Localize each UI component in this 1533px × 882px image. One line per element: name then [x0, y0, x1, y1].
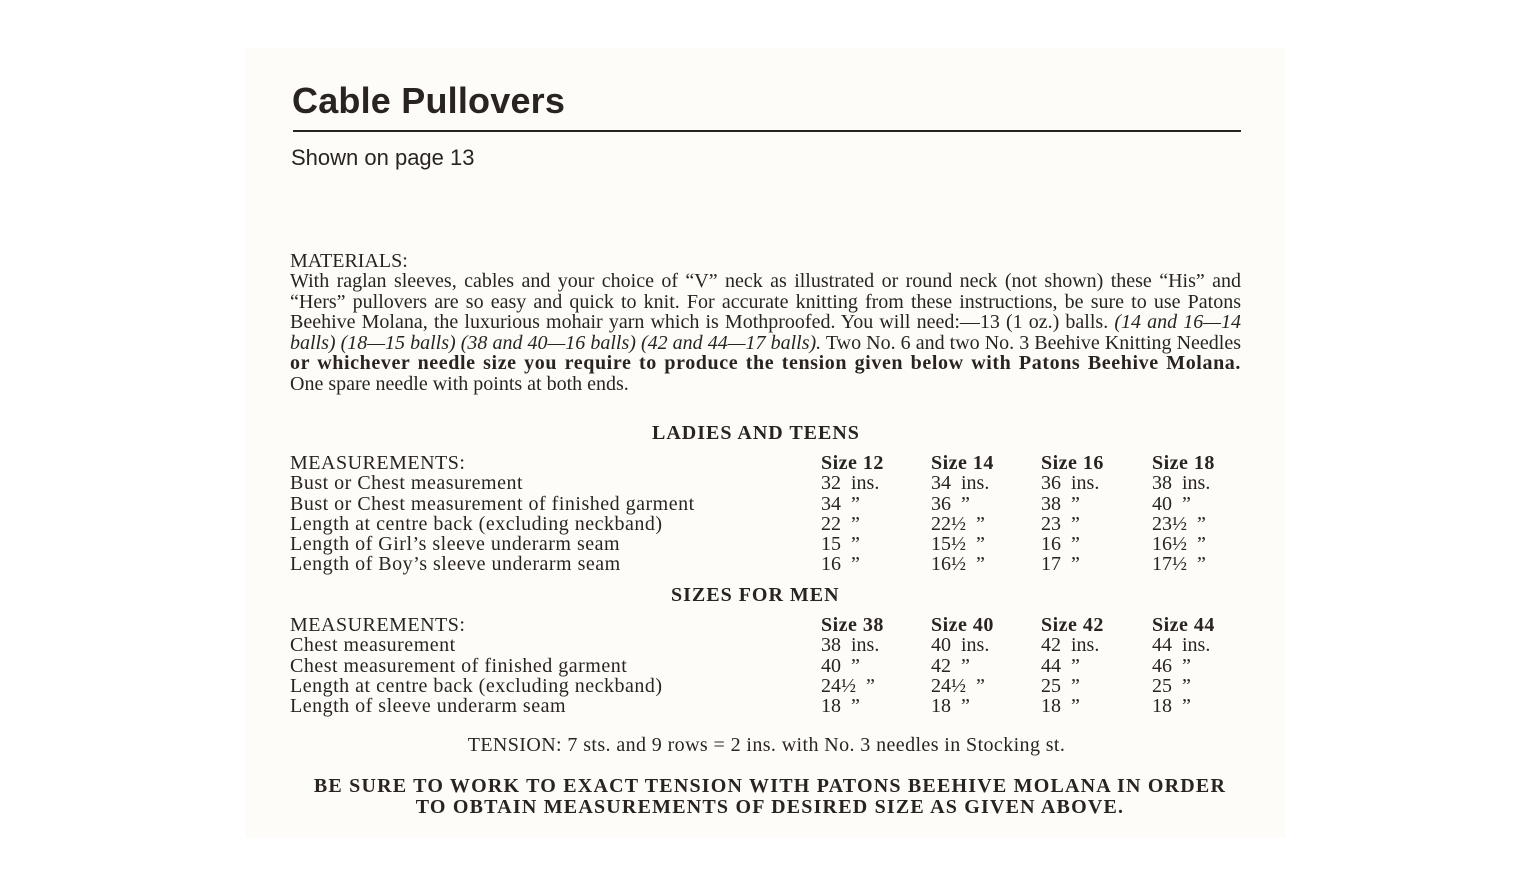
- row-value: 40 ”: [1152, 492, 1191, 515]
- row-value: 44 ”: [1041, 654, 1080, 677]
- row-value: 17 ”: [1041, 553, 1080, 576]
- row-value: 18 ”: [821, 695, 860, 718]
- tension-note: TENSION: 7 sts. and 9 rows = 2 ins. with No. 3 needles in Stocking st.: [467, 734, 1066, 756]
- row-label: Length at centre back (excluding neckband): [290, 512, 663, 535]
- row-value: 42 ins.: [1041, 634, 1100, 657]
- row-label: Length of Boy’s sleeve underarm seam: [290, 553, 621, 576]
- row-value: 15½ ”: [931, 533, 985, 556]
- row-value: 16 ”: [821, 553, 860, 576]
- size-header: Size 44: [1152, 614, 1215, 636]
- materials-end: One spare needle with points at both ends.: [290, 372, 629, 395]
- row-value: 24½ ”: [931, 674, 985, 697]
- size-header: Size 16: [1041, 452, 1104, 474]
- row-label: Length of sleeve underarm seam: [290, 695, 567, 718]
- row-value: 38 ins.: [821, 634, 880, 657]
- materials-needles: Two No. 6 and two No. 3 Beehive Knitting Needles: [825, 331, 1242, 354]
- men-heading: SIZES FOR MEN: [671, 584, 840, 606]
- size-header: Size 12: [821, 452, 884, 474]
- title-rule: [293, 130, 1241, 132]
- row-label: Chest measurement of finished garment: [290, 654, 628, 677]
- measurements-label: MEASUREMENTS:: [290, 614, 466, 636]
- row-value: 40 ins.: [931, 634, 990, 657]
- row-label: Bust or Chest measurement: [290, 472, 524, 495]
- row-label: Chest measurement: [290, 634, 456, 657]
- row-value: 18 ”: [931, 695, 970, 718]
- row-value: 36 ”: [931, 492, 970, 515]
- row-value: 40 ”: [821, 654, 860, 677]
- row-value: 18 ”: [1041, 695, 1080, 718]
- size-header: Size 18: [1152, 452, 1215, 474]
- row-value: 32 ins.: [821, 472, 880, 495]
- row-value: 16 ”: [1041, 533, 1080, 556]
- row-value: 34 ”: [821, 492, 860, 515]
- row-value: 23½ ”: [1152, 512, 1206, 535]
- size-header: Size 14: [931, 452, 994, 474]
- materials-sizes-note: (14 and 16—14 balls) (18—15 balls) (38 and 40—16 balls) (42 and 44—17 balls).: [290, 311, 1242, 354]
- row-value: 16½ ”: [1152, 533, 1206, 556]
- tension-warning: BE SURE TO WORK TO EXACT TENSION WITH PATONS BEEHIVE MOLANA IN ORDER TO OBTAIN MEASUREMENTS OF DESIRED SIZE AS GIVEN ABOVE.: [313, 775, 1227, 818]
- materials-intro: With raglan sleeves, cables and your choice of “V” neck as illustrated or round neck (not shown) these “His” and “Hers” pullovers are so easy and quick to knit. For accurate knitting from these instructions, be sure to use Patons Beehive Molana, the luxurious mohair yarn which is Mothproofed. You will need:—13 (1 oz.) balls.: [290, 270, 1241, 333]
- row-value: 36 ins.: [1041, 472, 1100, 495]
- row-value: 46 ”: [1152, 654, 1191, 677]
- row-value: 38 ”: [1041, 492, 1080, 515]
- row-value: 25 ”: [1041, 674, 1080, 697]
- row-value: 18 ”: [1152, 695, 1191, 718]
- row-value: 42 ”: [931, 654, 970, 677]
- row-value: 34 ins.: [931, 472, 990, 495]
- row-label: Length of Girl’s sleeve underarm seam: [290, 533, 621, 556]
- row-value: 22 ”: [821, 512, 860, 535]
- page-title: Cable Pullovers: [292, 80, 566, 121]
- row-value: 23 ”: [1041, 512, 1080, 535]
- row-value: 24½ ”: [821, 674, 875, 697]
- size-header: Size 42: [1041, 614, 1104, 636]
- ladies-heading: LADIES AND TEENS: [652, 422, 860, 444]
- row-value: 15 ”: [821, 533, 860, 556]
- row-value: 44 ins.: [1152, 634, 1211, 657]
- row-value: 25 ”: [1152, 674, 1191, 697]
- measurements-label: MEASUREMENTS:: [290, 452, 466, 474]
- size-header: Size 38: [821, 614, 884, 636]
- row-value: 17½ ”: [1152, 553, 1206, 576]
- materials-heading: MATERIALS:: [290, 250, 408, 272]
- materials-paragraph: [290, 271, 1241, 394]
- materials-bold-note: or whichever needle size you require to produce the tension given below with Patons Beehive Molana.: [290, 352, 1241, 374]
- row-label: Length at centre back (excluding neckband): [290, 674, 663, 697]
- row-value: 38 ins.: [1152, 472, 1211, 495]
- row-value: 22½ ”: [931, 512, 985, 535]
- size-header: Size 40: [931, 614, 994, 636]
- row-label: Bust or Chest measurement of finished garment: [290, 492, 695, 515]
- page-subtitle: Shown on page 13: [291, 145, 475, 170]
- row-value: 16½ ”: [931, 553, 985, 576]
